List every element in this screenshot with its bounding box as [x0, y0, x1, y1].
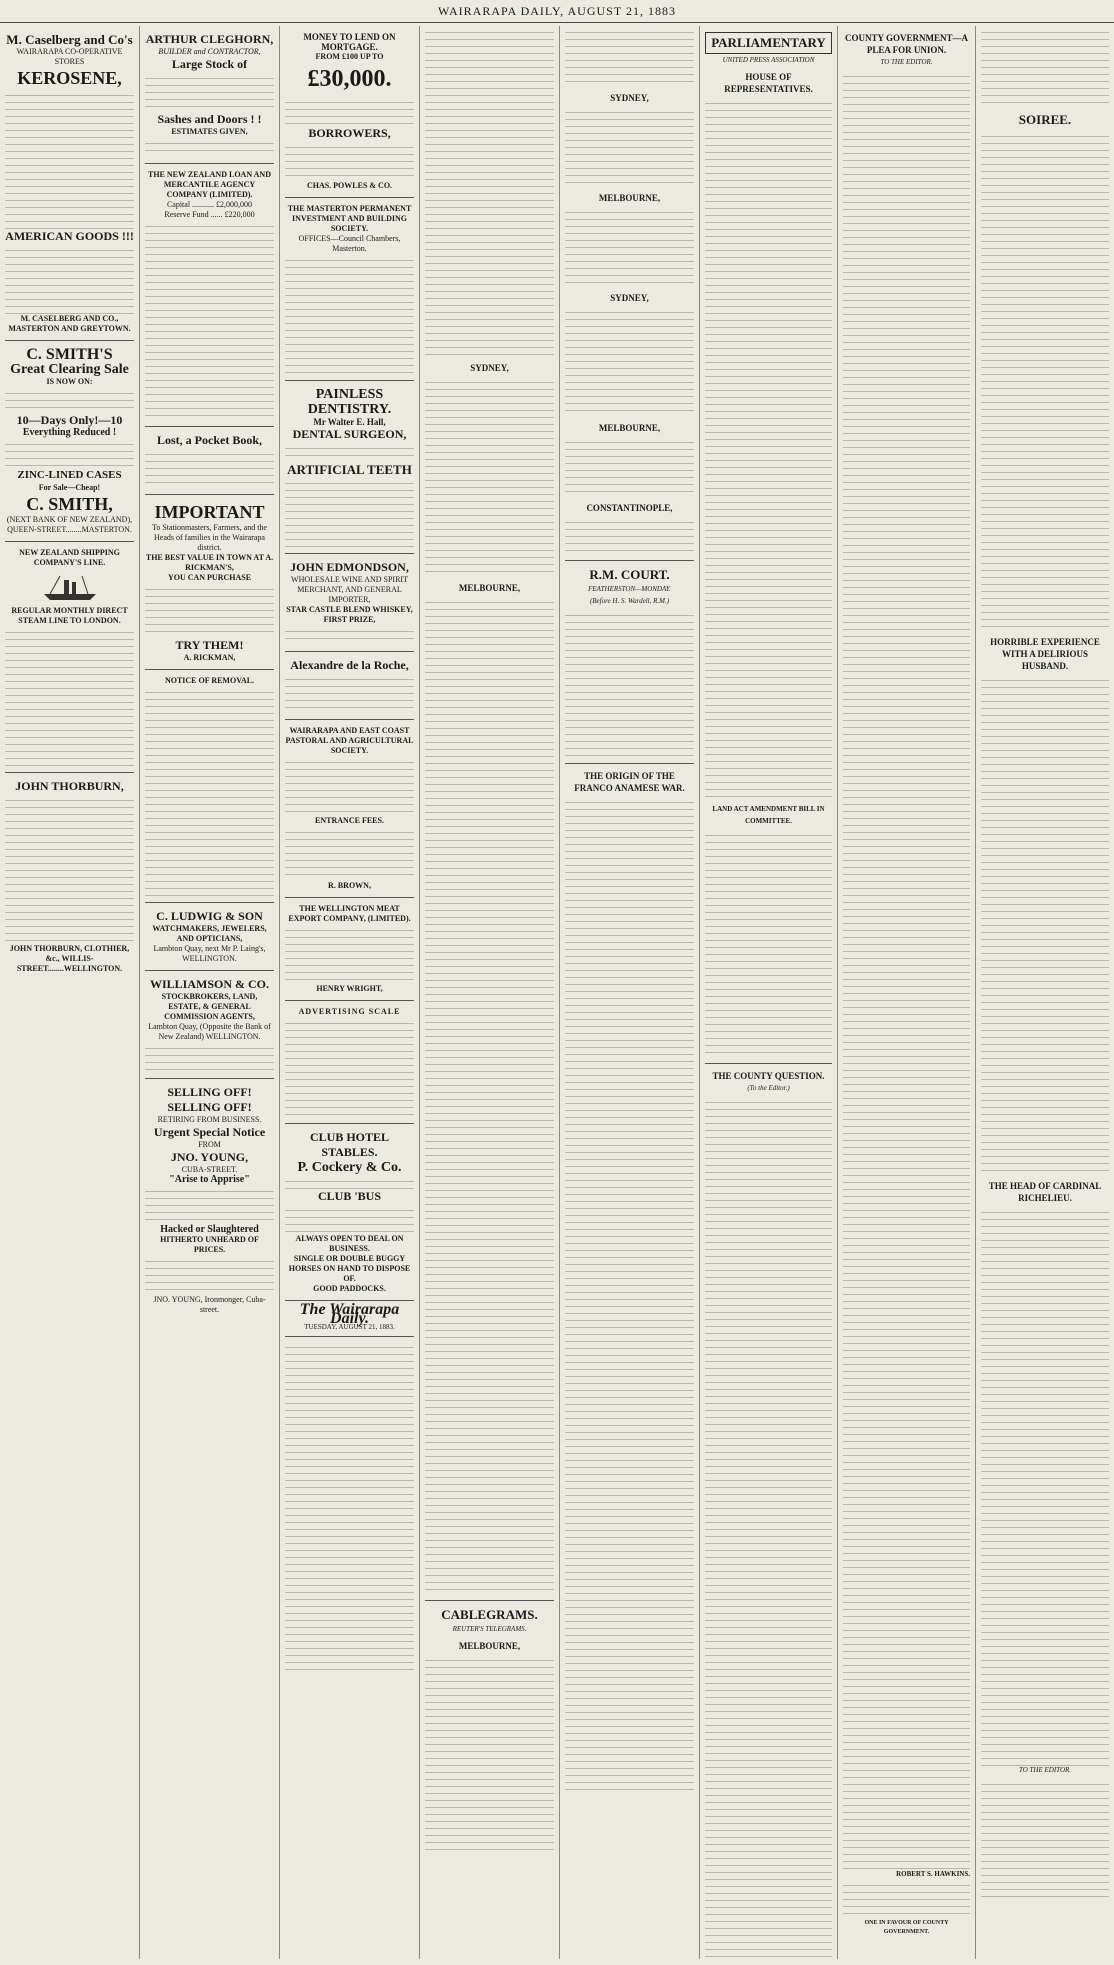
loan-body-text — [145, 220, 274, 420]
rickman-ad — [145, 495, 274, 670]
parliamentary-heading: PARLIAMENTARY — [705, 32, 832, 54]
richelieu-heading: THE HEAD OF CARDINAL RICHELIEU. — [988, 1181, 1102, 1203]
smith-zinc-cases: ZINC-LINED CASES — [17, 469, 122, 481]
smith-now-on: IS NOW ON: — [46, 377, 93, 386]
advertising-scale-title: ADVERTISING SCALE — [298, 1007, 401, 1016]
club-stables-always-open: ALWAYS OPEN TO DEAL ON BUSINESS. — [295, 1234, 404, 1253]
williamson-ad — [145, 971, 274, 1079]
cleghorn-body-text — [145, 72, 274, 112]
de-la-roche-body-text — [285, 673, 414, 713]
smith-everything-reduced: Everything Reduced ! — [22, 427, 117, 438]
thorburn-title: JOHN THORBURN, — [15, 779, 124, 793]
williamson-body-text — [145, 1042, 274, 1072]
col5-sydney-heading: SYDNEY, — [610, 93, 649, 103]
caselberg-subtitle: WAIRARAPA CO-OPERATIVE STORES — [16, 47, 123, 66]
cleghorn-stock: Large Stock of — [171, 57, 248, 71]
dentistry-ad — [285, 381, 414, 554]
young-slaughtered: Hacked or Slaughtered — [160, 1224, 259, 1235]
smith-subtitle: Great Clearing Sale — [10, 362, 129, 377]
col5-melbourne-text — [565, 206, 694, 286]
cablegrams-text — [425, 1654, 554, 1854]
smith-title: C. SMITH'S — [26, 346, 113, 363]
smith-body-text — [5, 387, 134, 413]
col5-sydney-2-text — [565, 306, 694, 416]
col4-melbourne-heading: MELBOURNE, — [458, 583, 521, 593]
young-footer: JNO. YOUNG, Ironmonger, Cuba-street. — [153, 1295, 266, 1314]
mortgage-from: FROM £100 UP TO — [315, 52, 384, 61]
richelieu-text — [981, 1206, 1109, 1766]
de-la-roche-title: Alexandre de la Roche, — [290, 658, 409, 672]
steamship-icon — [40, 572, 100, 602]
shipping-subtitle: REGULAR MONTHLY DIRECT STEAM LINE TO LONDON. — [11, 606, 128, 625]
smith-name: C. SMITH, — [26, 494, 113, 514]
editorial-body-text — [285, 1341, 414, 1671]
rickman-price-list — [145, 583, 274, 638]
mortgage-agent: CHAS. POWLES & CO. — [306, 181, 393, 190]
thorburn-ad — [5, 773, 134, 980]
meat-export-body-text — [285, 924, 414, 984]
loan-capital: Capital ........... £2,000,000 — [166, 200, 253, 209]
caselberg-ad — [5, 26, 134, 341]
caselberg-list-text — [5, 244, 134, 314]
building-society-ad — [285, 198, 414, 381]
cleghorn-ad — [145, 26, 274, 164]
dentistry-title: PAINLESS DENTISTRY. — [307, 387, 392, 417]
young-street: CUBA-STREET. — [181, 1165, 238, 1174]
pastoral-society-fees: ENTRANCE FEES. — [315, 816, 384, 825]
meat-export-secretary: HENRY WRIGHT, — [316, 984, 383, 993]
smith-days: 10—Days Only!—10 — [16, 413, 123, 427]
williamson-address: Lambton Quay, (Opposite the Bank of New Zealand) WELLINGTON. — [148, 1022, 271, 1041]
pocket-book-title: Lost, a Pocket Book, — [157, 433, 262, 447]
mortgage-body-text — [285, 96, 414, 126]
rickman-subtitle: To Stationmasters, Farmers, and the Heads of families in the Wairarapa district. — [152, 523, 267, 552]
shipping-body-text — [5, 626, 134, 766]
advertising-scale-body-text — [285, 1017, 414, 1117]
signature-hawkins: ROBERT S. HAWKINS. — [896, 1870, 970, 1878]
shipping-title: NEW ZEALAND SHIPPING COMPANY'S LINE. — [19, 548, 120, 567]
club-stables-name: P. Cockery & Co. — [297, 1160, 402, 1175]
cleghorn-title: ARTHUR CLEGHORN, — [145, 32, 274, 46]
county-government-heading: COUNTY GOVERNMENT—A PLEA FOR UNION. — [845, 33, 968, 55]
caselberg-title: M. Caselberg and Co's — [6, 32, 133, 47]
news-column-4-top-text — [425, 26, 554, 356]
williamson-title: WILLIAMSON & CO. — [149, 977, 269, 991]
club-stables-buggy: SINGLE OR DOUBLE BUGGY HORSES ON HAND TO DISPOSE OF. — [288, 1254, 411, 1283]
rm-court-judge: (Before H. S. Wardell, R.M.) — [589, 597, 670, 605]
caselberg-kerosene: KEROSENE, — [17, 68, 122, 88]
rickman-purchase: YOU CAN PURCHASE — [167, 573, 252, 582]
club-stables-title: CLUB HOTEL STABLES. — [309, 1130, 390, 1159]
smith-street: QUEEN-STREET........MASTERTON. — [7, 525, 132, 534]
nz-shipping-ad — [5, 542, 134, 773]
edmondson-title: JOHN EDMONDSON, — [290, 560, 409, 574]
rickman-try-them: TRY THEM! — [175, 638, 244, 652]
rickman-best-value: THE BEST VALUE IN TOWN AT A. RICKMAN'S, — [145, 553, 274, 572]
column-7 — [838, 26, 976, 1959]
ludwig-subtitle: WATCHMAKERS, JEWELERS, AND OPTICIANS, — [152, 924, 267, 943]
rm-court-heading: R.M. COURT. — [589, 567, 670, 582]
col5-constantinople-text — [565, 516, 694, 556]
col8-to-the-editor: TO THE EDITOR. — [1018, 1766, 1072, 1774]
col5-constantinople-heading: CONSTANTINOPLE, — [586, 503, 673, 513]
building-society-title: THE MASTERTON PERMANENT INVESTMENT AND BUILDING SOCIETY. — [287, 204, 412, 233]
edmondson-whiskey: STAR CASTLE BLEND WHISKEY, FIRST PRIZE, — [286, 605, 413, 624]
nz-loan-ad — [145, 164, 274, 427]
horrible-experience-text — [981, 674, 1109, 1174]
house-of-reps-heading: HOUSE OF REPRESENTATIVES. — [724, 72, 813, 94]
mortgage-borrowers: BORROWERS, — [308, 126, 391, 140]
dentistry-detail-text — [285, 477, 414, 547]
signature-county: ONE IN FAVOUR OF COUNTY GOVERNMENT. — [864, 1920, 949, 1935]
rickman-title: IMPORTANT — [154, 502, 265, 522]
pocket-book-body-text — [145, 448, 274, 488]
club-stables-ad — [285, 1124, 414, 1301]
mortgage-ad — [285, 26, 414, 198]
dentistry-surgeon: DENTAL SURGEON, — [292, 427, 407, 441]
cablegrams-subheading: REUTER'S TELEGRAMS. — [452, 1625, 527, 1633]
column-4 — [420, 26, 560, 1959]
col5-sydney-text — [565, 106, 694, 186]
column-8 — [976, 26, 1114, 1959]
franco-anamese-heading: THE ORIGIN OF THE FRANCO ANAMESE WAR. — [574, 771, 685, 793]
caselberg-american-goods: AMERICAN GOODS !!! — [5, 229, 134, 243]
column-5 — [560, 26, 700, 1959]
smith-detail-text — [5, 438, 134, 468]
col4-melbourne-text — [425, 596, 554, 1596]
col4-sydney-text — [425, 376, 554, 576]
mortgage-amount: £30,000. — [307, 66, 392, 92]
young-name: JNO. YOUNG, — [170, 1150, 249, 1164]
rickman-name: A. RICKMAN, — [183, 653, 236, 662]
edmondson-body-text — [285, 625, 414, 645]
soiree-heading: SOIREE. — [1018, 112, 1072, 127]
col8-bottom-text — [981, 1778, 1109, 1898]
pocket-book-ad — [145, 427, 274, 495]
house-of-reps-text — [705, 97, 832, 797]
williamson-subtitle: STOCKBROKERS, LAND, ESTATE, & GENERAL COMMISSION AGENTS, — [161, 992, 258, 1021]
land-act-heading: LAND ACT AMENDMENT BILL IN COMMITTEE. — [712, 805, 825, 825]
young-arise: "Arise to Apprise" — [169, 1174, 250, 1185]
column-1 — [0, 26, 140, 1959]
young-detail-text — [145, 1255, 274, 1295]
loan-title: THE NEW ZEALAND LOAN AND MERCANTILE AGENCY COMPANY (LIMITED). — [148, 170, 271, 199]
building-society-office: OFFICES—Council Chambers, Masterton. — [298, 234, 401, 253]
club-stables-body-text — [285, 1175, 414, 1189]
caselberg-footer: M. CASELBERG AND CO., MASTERTON AND GREYTOWN. — [8, 314, 131, 333]
caselberg-body-text — [5, 89, 134, 229]
young-selling-off: SELLING OFF! SELLING OFF! — [167, 1085, 252, 1114]
horrible-experience-heading: HORRIBLE EXPERIENCE WITH A DELIRIOUS HUSBAND. — [990, 637, 1100, 671]
cleghorn-estimates: ESTIMATES GIVEN, — [171, 127, 248, 136]
pastoral-society-detail-text — [285, 826, 414, 881]
young-ad — [145, 1079, 274, 1321]
dentistry-body-text — [285, 442, 414, 462]
county-question-heading: THE COUNTY QUESTION. — [712, 1071, 825, 1081]
editorial-banner — [285, 1301, 414, 1337]
smith-ad — [5, 341, 134, 542]
masthead: WAIRARAPA DAILY, AUGUST 21, 1883 — [0, 0, 1114, 23]
soiree-text — [981, 130, 1109, 630]
col5-sydney-2-heading: SYDNEY, — [610, 293, 649, 303]
rm-court-text — [565, 609, 694, 759]
cablegrams-heading: CABLEGRAMS. — [441, 1607, 538, 1622]
col5-melbourne-2-heading: MELBOURNE, — [598, 423, 661, 433]
dentistry-name: Mr Walter E. Hall, — [313, 417, 386, 427]
pastoral-society-ad — [285, 720, 414, 898]
col4-sydney-heading: SYDNEY, — [470, 363, 509, 373]
county-question-text — [705, 1096, 832, 1959]
pastoral-society-body-text — [285, 756, 414, 816]
parliamentary-subheading: UNITED PRESS ASSOCIATION — [722, 56, 815, 64]
paper-title: The Wairarapa Daily. — [299, 1301, 400, 1327]
removal-ad — [145, 670, 274, 903]
ludwig-address: Lambton Quay, next Mr P. Laing's, WELLINGTON. — [153, 944, 266, 963]
paper-date: TUESDAY, AUGUST 21, 1883. — [304, 1323, 395, 1331]
county-government-subheading: TO THE EDITOR. — [880, 58, 933, 66]
edmondson-ad — [285, 554, 414, 652]
thorburn-footer: JOHN THORBURN, CLOTHIER, &c., WILLIS-STREET........WELLINGTON. — [9, 944, 130, 973]
young-urgent-notice: Urgent Special Notice — [153, 1125, 266, 1139]
rm-court-place: FEATHERSTON—MONDAY. — [588, 585, 671, 593]
pastoral-society-secretary: R. BROWN, — [328, 881, 371, 890]
thorburn-body-text — [5, 794, 134, 944]
county-question-subheading: (To the Editor.) — [747, 1084, 790, 1092]
removal-title: NOTICE OF REMOVAL. — [164, 676, 255, 685]
building-society-body-text — [285, 254, 414, 374]
meat-export-ad — [285, 898, 414, 1001]
mortgage-detail-text — [285, 141, 414, 181]
young-body-text — [145, 1185, 274, 1225]
second-letter-text — [843, 1879, 970, 1919]
meat-export-title: THE WELLINGTON MEAT EXPORT COMPANY, (LIMITED). — [288, 904, 411, 923]
land-act-text — [705, 829, 832, 1059]
club-stables-detail-text — [285, 1204, 414, 1234]
col5-melbourne-heading: MELBOURNE, — [598, 193, 661, 203]
column-2 — [140, 26, 280, 1959]
pastoral-society-title: WAIRARAPA AND EAST COAST PASTORAL AND AGRICULTURAL SOCIETY. — [285, 726, 414, 755]
franco-anamese-text — [565, 796, 694, 1796]
cleghorn-sashes: Sashes and Doors ! ! — [157, 112, 262, 126]
de-la-roche-ad — [285, 652, 414, 720]
loan-reserve: Reserve Fund ...... £220,000 — [164, 210, 255, 219]
smith-for-sale: For Sale—Cheap! — [38, 483, 101, 492]
advertising-scale-ad — [285, 1001, 414, 1124]
cleghorn-detail-text — [145, 137, 274, 157]
mortgage-title: MONEY TO LEND ON MORTGAGE. — [303, 32, 396, 52]
cleghorn-subtitle: BUILDER and CONTRACTOR, — [158, 47, 261, 56]
column-3 — [280, 26, 420, 1959]
ludwig-ad — [145, 903, 274, 971]
col5-melbourne-2-text — [565, 436, 694, 496]
column-6 — [700, 26, 838, 1959]
county-government-text — [843, 70, 970, 1870]
young-retiring: RETIRING FROM BUSINESS. — [157, 1115, 262, 1124]
young-from: FROM — [198, 1140, 221, 1149]
young-hitherto: HITHERTO UNHEARD OF PRICES. — [160, 1235, 259, 1254]
col4-melbourne-cable-heading: MELBOURNE, — [458, 1641, 521, 1651]
removal-body-text — [145, 686, 274, 896]
col8-top-text — [981, 26, 1109, 106]
club-stables-paddocks: GOOD PADDOCKS. — [313, 1284, 386, 1293]
edmondson-subtitle: WHOLESALE WINE AND SPIRIT MERCHANT, AND GENERAL IMPORTER, — [291, 575, 408, 604]
col5-top-text — [565, 26, 694, 86]
dentistry-artificial-teeth: ARTIFICIAL TEETH — [287, 462, 412, 477]
club-stables-bus: CLUB 'BUS — [317, 1189, 382, 1203]
ludwig-title: C. LUDWIG & SON — [156, 909, 263, 923]
smith-name-sub: (NEXT BANK OF NEW ZEALAND), — [6, 515, 133, 524]
